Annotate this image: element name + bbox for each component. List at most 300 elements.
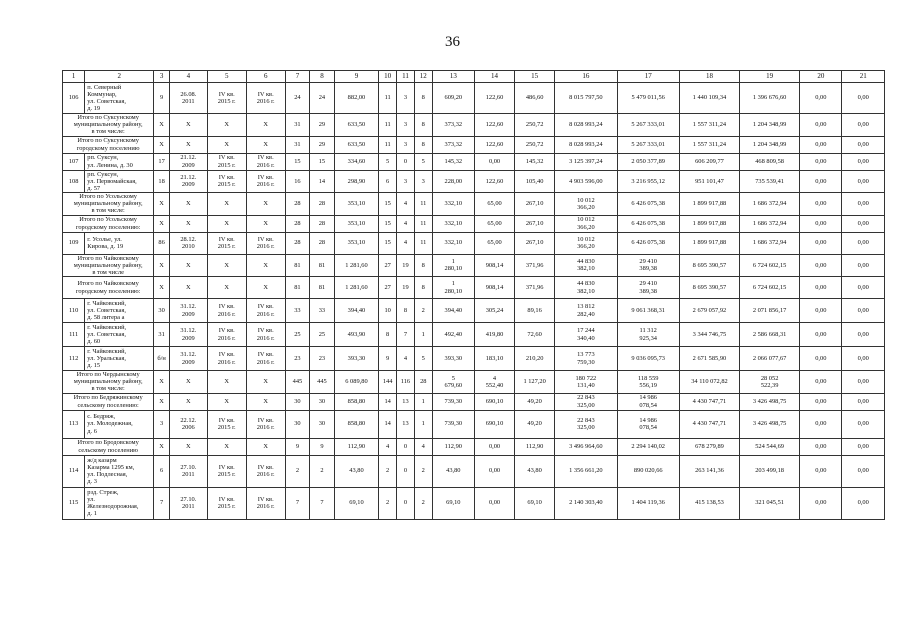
- table-cell: 31: [285, 114, 310, 137]
- table-cell: 14: [379, 410, 397, 438]
- table-cell: IV кв. 2016 г.: [207, 323, 246, 347]
- table-cell: 1 899 917,88: [679, 215, 739, 232]
- table-cell: 2: [414, 455, 432, 487]
- table-cell: 3 426 498,75: [740, 393, 800, 410]
- table-cell: 690,10: [474, 410, 514, 438]
- table-cell: г. Усолье, ул. Кирова, д. 19: [85, 232, 154, 254]
- table-cell: 0,00: [474, 153, 514, 170]
- table-cell: 8: [414, 136, 432, 153]
- table-cell: 86: [154, 232, 170, 254]
- table-cell: 0,00: [800, 136, 842, 153]
- table-row: [63, 410, 885, 438]
- table-cell: 145,32: [432, 153, 474, 170]
- table-cell: IV кв. 2015 г.: [207, 232, 246, 254]
- table-cell: 492,40: [432, 323, 474, 347]
- table-cell: 17 244 340,40: [555, 323, 617, 347]
- table-cell: 180 722 131,40: [555, 371, 617, 394]
- table-cell: 3 344 746,75: [679, 323, 739, 347]
- table-cell: 30: [310, 393, 335, 410]
- table-cell: 72,60: [515, 323, 555, 347]
- table-cell: 11: [414, 193, 432, 216]
- table-cell: 18: [154, 170, 170, 193]
- table-cell: 4: [379, 438, 397, 455]
- table-cell: 0,00: [800, 455, 842, 487]
- table-cell: 15: [310, 153, 335, 170]
- table-cell: 69,10: [432, 487, 474, 519]
- table-cell: X: [154, 254, 170, 277]
- table-cell: 739,30: [432, 410, 474, 438]
- table-cell: 5: [379, 153, 397, 170]
- table-cell: 1 281,60: [334, 254, 379, 277]
- table-cell: 0,00: [842, 254, 885, 277]
- table-cell: 332,10: [432, 193, 474, 216]
- table-cell: 0,00: [842, 114, 885, 137]
- table-cell: 8 028 993,24: [555, 114, 617, 137]
- table-cell: 0,00: [842, 347, 885, 371]
- table-cell: X: [207, 136, 246, 153]
- table-cell: 2 586 668,31: [740, 323, 800, 347]
- table-cell: 30: [285, 410, 310, 438]
- table-cell: 14: [379, 393, 397, 410]
- table-cell: IV кв. 2016 г.: [246, 487, 285, 519]
- column-header: 8: [310, 71, 335, 83]
- table-cell: 1 204 348,99: [740, 114, 800, 137]
- column-header: 15: [515, 71, 555, 83]
- table-cell: 267,10: [515, 193, 555, 216]
- table-cell: 0,00: [800, 347, 842, 371]
- table-cell: г. Чайковский, ул. Советская, д. 60: [85, 323, 154, 347]
- table-cell: 371,96: [515, 277, 555, 299]
- table-cell: 65,00: [474, 232, 514, 254]
- table-cell: X: [154, 371, 170, 394]
- table-cell: 2 294 140,02: [617, 438, 679, 455]
- table-cell: 0,00: [474, 455, 514, 487]
- table-cell: 33: [285, 299, 310, 323]
- subtotal-label: Итого по Бродовскому сельскому поселению: [63, 438, 154, 455]
- table-cell: 29 410 389,38: [617, 254, 679, 277]
- table-cell: 109: [63, 232, 85, 254]
- table-cell: 373,32: [432, 114, 474, 137]
- table-cell: 3: [397, 83, 415, 114]
- table-cell: 13 773 759,30: [555, 347, 617, 371]
- table-cell: 4 430 747,71: [679, 393, 739, 410]
- table-cell: 690,10: [474, 393, 514, 410]
- table-cell: 8: [414, 254, 432, 277]
- table-cell: X: [246, 136, 285, 153]
- table-cell: 0,00: [842, 215, 885, 232]
- table-cell: 122,60: [474, 170, 514, 193]
- table-row: [63, 232, 885, 254]
- table-cell: 144: [379, 371, 397, 394]
- table-cell: X: [246, 393, 285, 410]
- table-cell: 4 430 747,71: [679, 410, 739, 438]
- table-cell: 3: [397, 136, 415, 153]
- table-row: [63, 487, 885, 519]
- table-cell: X: [169, 193, 207, 216]
- table-cell: 15: [379, 232, 397, 254]
- table-cell: 14 986 078,54: [617, 393, 679, 410]
- subtotal-label: Итого по Усольскому городскому поселению:: [63, 215, 154, 232]
- table-cell: 0,00: [842, 170, 885, 193]
- table-cell: 2 671 585,90: [679, 347, 739, 371]
- table-cell: 6: [379, 170, 397, 193]
- table-cell: 0,00: [800, 487, 842, 519]
- table-cell: 122,60: [474, 136, 514, 153]
- table-cell: 8: [414, 83, 432, 114]
- table-cell: 1 686 372,94: [740, 193, 800, 216]
- column-header: 13: [432, 71, 474, 83]
- table-cell: 263 141,36: [679, 455, 739, 487]
- table-cell: 0,00: [842, 299, 885, 323]
- table-cell: 0,00: [800, 410, 842, 438]
- table-cell: 0,00: [800, 371, 842, 394]
- table-cell: 609,20: [432, 83, 474, 114]
- table-cell: 1 281,60: [334, 277, 379, 299]
- table-cell: 305,24: [474, 299, 514, 323]
- table-cell: 69,10: [334, 487, 379, 519]
- table-cell: г. Чайковский, ул. Уральская, д. 15: [85, 347, 154, 371]
- table-cell: 0,00: [842, 83, 885, 114]
- column-header: 14: [474, 71, 514, 83]
- table-cell: 393,30: [334, 347, 379, 371]
- table-cell: 445: [285, 371, 310, 394]
- table-cell: 1 280,10: [432, 277, 474, 299]
- table-cell: 2: [379, 455, 397, 487]
- table-cell: IV кв. 2016 г.: [207, 347, 246, 371]
- table-cell: 108: [63, 170, 85, 193]
- table-cell: 19: [397, 277, 415, 299]
- table-cell: 28.12. 2010: [169, 232, 207, 254]
- table-row: [63, 455, 885, 487]
- table-cell: 0,00: [842, 232, 885, 254]
- table-cell: 250,72: [515, 136, 555, 153]
- table-cell: 6 724 602,15: [740, 277, 800, 299]
- table-cell: 1 557 311,24: [679, 136, 739, 153]
- table-cell: 9 036 095,73: [617, 347, 679, 371]
- table-cell: X: [154, 193, 170, 216]
- table-cell: 43,80: [334, 455, 379, 487]
- table-cell: 250,72: [515, 114, 555, 137]
- table-cell: 4: [414, 438, 432, 455]
- table-cell: X: [246, 277, 285, 299]
- table-cell: 0,00: [842, 153, 885, 170]
- table-cell: 8: [397, 299, 415, 323]
- table-cell: 890 020,66: [617, 455, 679, 487]
- table-cell: 8 695 390,57: [679, 254, 739, 277]
- table-cell: 9: [379, 347, 397, 371]
- table-cell: X: [169, 371, 207, 394]
- table-cell: 27: [379, 254, 397, 277]
- table-cell: 4 903 596,00: [555, 170, 617, 193]
- table-cell: 112,90: [515, 438, 555, 455]
- table-cell: 11: [379, 136, 397, 153]
- table-cell: 27: [379, 277, 397, 299]
- table-cell: 4 552,40: [474, 371, 514, 394]
- table-cell: 28: [285, 215, 310, 232]
- table-cell: 8: [379, 323, 397, 347]
- table-cell: 0,00: [800, 170, 842, 193]
- table-cell: 110: [63, 299, 85, 323]
- table-cell: 118 559 556,19: [617, 371, 679, 394]
- table-cell: 0,00: [800, 114, 842, 137]
- table-cell: 30: [285, 393, 310, 410]
- subtotal-row: [63, 393, 885, 410]
- table-cell: 111: [63, 323, 85, 347]
- table-cell: 0,00: [800, 215, 842, 232]
- table-cell: 25: [285, 323, 310, 347]
- table-cell: 524 544,69: [740, 438, 800, 455]
- table-cell: рзд. Стреж, ул. Железнодорожная, д. 1: [85, 487, 154, 519]
- table-cell: 2 066 077,67: [740, 347, 800, 371]
- table-cell: 22 843 325,00: [555, 393, 617, 410]
- table-cell: 44 830 382,10: [555, 254, 617, 277]
- table-cell: X: [169, 215, 207, 232]
- table-cell: 298,90: [334, 170, 379, 193]
- table-cell: п. Северный Коммунар, ул. Советская, д. 19: [85, 83, 154, 114]
- table-cell: 0,00: [842, 371, 885, 394]
- table-cell: 0: [397, 455, 415, 487]
- table-cell: X: [169, 277, 207, 299]
- table-cell: 9: [285, 438, 310, 455]
- table-cell: 31.12. 2009: [169, 347, 207, 371]
- table-cell: рп. Суксун, ул. Первомайская, д. 57: [85, 170, 154, 193]
- table-cell: 0,00: [800, 232, 842, 254]
- table-cell: X: [169, 438, 207, 455]
- table-cell: 112,90: [432, 438, 474, 455]
- column-header: 12: [414, 71, 432, 83]
- column-header: 10: [379, 71, 397, 83]
- table-cell: 3 125 397,24: [555, 153, 617, 170]
- table-cell: 908,14: [474, 254, 514, 277]
- column-header: 1: [63, 71, 85, 83]
- column-header: 2: [85, 71, 154, 83]
- table-cell: 373,32: [432, 136, 474, 153]
- table-cell: 8: [414, 114, 432, 137]
- table-cell: 8 028 993,24: [555, 136, 617, 153]
- table-cell: 113: [63, 410, 85, 438]
- table-cell: 0,00: [842, 455, 885, 487]
- table-cell: X: [154, 215, 170, 232]
- table-cell: 5: [414, 153, 432, 170]
- table-cell: 89,16: [515, 299, 555, 323]
- subtotal-row: [63, 371, 885, 394]
- table-cell: 31.12. 2009: [169, 323, 207, 347]
- table-cell: 14 986 078,54: [617, 410, 679, 438]
- column-header: 21: [842, 71, 885, 83]
- table-cell: 43,80: [432, 455, 474, 487]
- page-number: 36: [445, 34, 460, 50]
- table-cell: 0,00: [800, 323, 842, 347]
- table-cell: 486,60: [515, 83, 555, 114]
- table-cell: 2: [285, 455, 310, 487]
- table-cell: 9 061 368,31: [617, 299, 679, 323]
- table-cell: 114: [63, 455, 85, 487]
- table-cell: 25: [310, 323, 335, 347]
- table-row: [63, 347, 885, 371]
- table-cell: 14: [310, 170, 335, 193]
- table-cell: X: [246, 254, 285, 277]
- table-cell: 28: [310, 193, 335, 216]
- table-cell: 6 426 075,38: [617, 232, 679, 254]
- table-cell: 5 267 333,01: [617, 114, 679, 137]
- table-cell: X: [246, 114, 285, 137]
- table-cell: 4: [397, 215, 415, 232]
- subtotal-label: Итого по Чердынскому муниципальному району, в том числе:: [63, 371, 154, 394]
- table-cell: 0,00: [800, 153, 842, 170]
- table-cell: 0,00: [842, 323, 885, 347]
- table-cell: 371,96: [515, 254, 555, 277]
- table-cell: 267,10: [515, 215, 555, 232]
- table-cell: 22 843 325,00: [555, 410, 617, 438]
- table-cell: 445: [310, 371, 335, 394]
- table-cell: 28: [285, 193, 310, 216]
- subtotal-row: [63, 215, 885, 232]
- table-cell: 49,20: [515, 393, 555, 410]
- table-cell: 735 539,41: [740, 170, 800, 193]
- table-cell: г. Чайковский, ул. Советская, д. 58 литера а: [85, 299, 154, 323]
- table-cell: X: [169, 254, 207, 277]
- table-cell: X: [207, 215, 246, 232]
- table-cell: 1 280,10: [432, 254, 474, 277]
- table-cell: 28: [285, 232, 310, 254]
- table-cell: 10 012 366,20: [555, 232, 617, 254]
- table-cell: 0: [397, 487, 415, 519]
- table-cell: 30: [310, 410, 335, 438]
- table-cell: X: [207, 193, 246, 216]
- table-cell: 2: [310, 455, 335, 487]
- table-cell: 1 899 917,88: [679, 193, 739, 216]
- column-number-row: [63, 71, 885, 83]
- table-cell: X: [154, 136, 170, 153]
- column-header: 11: [397, 71, 415, 83]
- table-cell: 112: [63, 347, 85, 371]
- table-cell: 11: [379, 83, 397, 114]
- table-cell: 49,20: [515, 410, 555, 438]
- table-cell: 0,00: [800, 299, 842, 323]
- table-cell: IV кв. 2015 г.: [207, 410, 246, 438]
- table-cell: X: [246, 438, 285, 455]
- table-cell: 3 496 964,60: [555, 438, 617, 455]
- table-cell: X: [207, 393, 246, 410]
- table-cell: 0,00: [800, 83, 842, 114]
- table-cell: 394,40: [432, 299, 474, 323]
- table-cell: 633,50: [334, 136, 379, 153]
- table-cell: 13: [397, 393, 415, 410]
- table-cell: 1 404 119,36: [617, 487, 679, 519]
- table-cell: X: [246, 215, 285, 232]
- subtotal-row: [63, 114, 885, 137]
- subtotal-row: [63, 193, 885, 216]
- table-cell: 7: [285, 487, 310, 519]
- table-cell: 81: [285, 277, 310, 299]
- table-cell: 122,60: [474, 83, 514, 114]
- table-cell: 115: [63, 487, 85, 519]
- table-cell: 31.12. 2009: [169, 299, 207, 323]
- table-cell: 468 809,58: [740, 153, 800, 170]
- table-cell: 28: [414, 371, 432, 394]
- table-cell: 0,00: [800, 193, 842, 216]
- table-cell: 28 052 522,39: [740, 371, 800, 394]
- table-cell: 34 110 072,82: [679, 371, 739, 394]
- table-cell: 7: [154, 487, 170, 519]
- table-cell: 1: [414, 323, 432, 347]
- table-cell: 415 138,53: [679, 487, 739, 519]
- table-cell: 394,40: [334, 299, 379, 323]
- table-cell: 21.12. 2009: [169, 170, 207, 193]
- subtotal-row: [63, 136, 885, 153]
- table-cell: 0,00: [800, 393, 842, 410]
- table-cell: 1 686 372,94: [740, 232, 800, 254]
- table-cell: 27.10. 2011: [169, 487, 207, 519]
- table-cell: 2 050 377,89: [617, 153, 679, 170]
- table-row: [63, 153, 885, 170]
- table-cell: 9: [154, 83, 170, 114]
- table-cell: 81: [310, 254, 335, 277]
- table-cell: 106: [63, 83, 85, 114]
- table-cell: 9: [310, 438, 335, 455]
- subtotal-label: Итого по Чайковскому муниципальному району, в том числе: [63, 254, 154, 277]
- table-cell: 0,00: [800, 254, 842, 277]
- table-cell: IV кв. 2016 г.: [246, 153, 285, 170]
- table-cell: 0,00: [842, 277, 885, 299]
- table-cell: 2: [414, 487, 432, 519]
- table-row: [63, 170, 885, 193]
- table-cell: X: [154, 114, 170, 137]
- table-row: [63, 323, 885, 347]
- table-cell: 122,60: [474, 114, 514, 137]
- table-cell: 858,80: [334, 393, 379, 410]
- table-cell: 43,80: [515, 455, 555, 487]
- table-cell: 44 830 382,10: [555, 277, 617, 299]
- table-cell: 65,00: [474, 193, 514, 216]
- table-cell: 6 426 075,38: [617, 193, 679, 216]
- table-cell: 26.08. 2011: [169, 83, 207, 114]
- subtotal-row: [63, 254, 885, 277]
- table-cell: 334,60: [334, 153, 379, 170]
- table-cell: IV кв. 2016 г.: [246, 347, 285, 371]
- table-cell: X: [154, 393, 170, 410]
- subtotal-label: Итого по Бедряжинскому сельскому поселению:: [63, 393, 154, 410]
- table-cell: 22.12. 2006: [169, 410, 207, 438]
- table-cell: 606 209,77: [679, 153, 739, 170]
- table-cell: X: [246, 371, 285, 394]
- table-cell: 0,00: [474, 487, 514, 519]
- column-header: 19: [740, 71, 800, 83]
- table-cell: 13 812 282,40: [555, 299, 617, 323]
- table-cell: 332,10: [432, 215, 474, 232]
- table-cell: IV кв. 2016 г.: [246, 83, 285, 114]
- table-cell: 0,00: [800, 277, 842, 299]
- table-cell: IV кв. 2016 г.: [207, 299, 246, 323]
- table-cell: IV кв. 2016 г.: [246, 410, 285, 438]
- table-cell: 5 479 011,56: [617, 83, 679, 114]
- subtotal-label: Итого по Чайковскому городскому поселению:: [63, 277, 154, 299]
- table-cell: 19: [397, 254, 415, 277]
- table-cell: 4: [397, 193, 415, 216]
- table-cell: 6 724 602,15: [740, 254, 800, 277]
- table-cell: 1 686 372,94: [740, 215, 800, 232]
- table-cell: 21.12. 2009: [169, 153, 207, 170]
- table-cell: 882,00: [334, 83, 379, 114]
- table-cell: 3 426 498,75: [740, 410, 800, 438]
- table-cell: 0: [397, 153, 415, 170]
- table-cell: X: [207, 371, 246, 394]
- table-cell: 11 312 925,34: [617, 323, 679, 347]
- table-cell: 11: [414, 232, 432, 254]
- table-cell: 29 410 389,38: [617, 277, 679, 299]
- table-cell: с. Бедряж, ул. Молодежная, д. 6: [85, 410, 154, 438]
- table-cell: 3: [397, 114, 415, 137]
